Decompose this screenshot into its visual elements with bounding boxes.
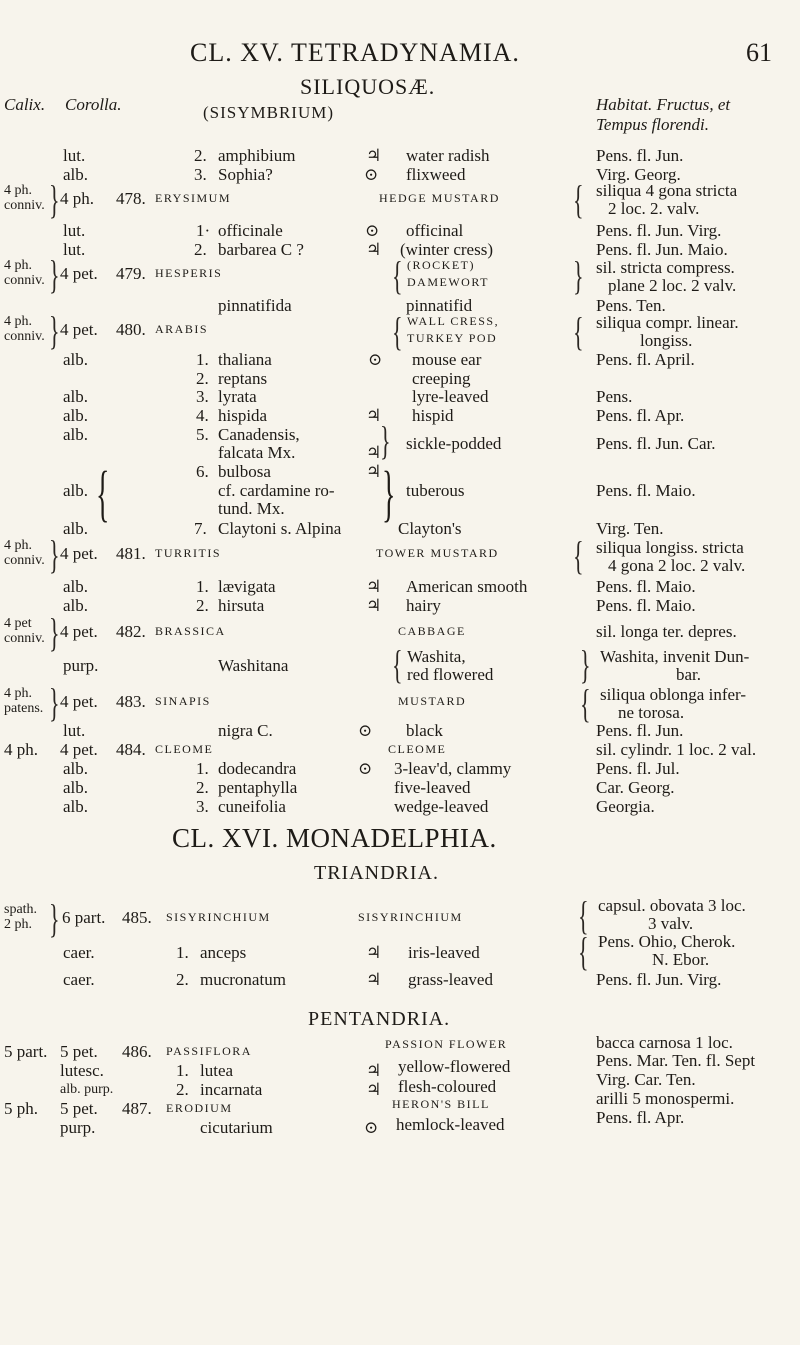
english: yellow-flowered bbox=[398, 1057, 511, 1076]
symbol: ♃ bbox=[366, 970, 382, 989]
habitat: longiss. bbox=[640, 331, 693, 350]
symbol: ♃ bbox=[366, 577, 382, 596]
section-title: SILIQUOSÆ. bbox=[300, 74, 436, 99]
brace: } bbox=[380, 418, 391, 463]
genus-english: CLEOME bbox=[388, 742, 447, 756]
order-heading: PENTANDRIA. bbox=[308, 1008, 451, 1030]
symbol: ♃ bbox=[366, 146, 382, 165]
brace: { bbox=[573, 177, 584, 222]
num: 2. bbox=[196, 778, 209, 797]
symbol: ♃ bbox=[366, 596, 382, 615]
symbol: ♃ bbox=[366, 943, 382, 962]
col-corolla: Corolla. bbox=[65, 95, 122, 114]
calix: patens. bbox=[4, 701, 44, 716]
genus-english: (ROCKET) bbox=[407, 258, 475, 272]
english: Clayton's bbox=[398, 519, 462, 538]
col-calix: Calix. bbox=[4, 95, 46, 114]
symbol: ⊙ bbox=[358, 759, 373, 778]
calix: 4 ph. bbox=[4, 314, 32, 329]
num: 2. bbox=[196, 596, 209, 615]
num: 5. bbox=[196, 425, 209, 444]
habitat: plane 2 loc. 2 valv. bbox=[608, 276, 737, 295]
genus-num: 481. bbox=[116, 544, 146, 563]
genus-name: SISYRINCHIUM bbox=[166, 910, 271, 924]
english: flixweed bbox=[406, 165, 466, 184]
species: dodecandra bbox=[218, 759, 297, 778]
english: sickle-podded bbox=[406, 434, 502, 453]
english: lyre-leaved bbox=[412, 387, 489, 406]
genus-name: CLEOME bbox=[155, 742, 214, 756]
calix: conniv. bbox=[4, 329, 45, 344]
color: alb. bbox=[63, 350, 89, 369]
corolla: 4 pet. bbox=[60, 692, 98, 711]
num: 2. bbox=[176, 970, 189, 989]
habitat: Virg. Car. Ten. bbox=[596, 1070, 696, 1089]
english: tuberous bbox=[406, 481, 465, 500]
english: iris-leaved bbox=[408, 943, 480, 962]
habitat: Car. Georg. bbox=[596, 778, 675, 797]
habitat: Virg. Georg. bbox=[596, 165, 681, 184]
species: thaliana bbox=[218, 350, 272, 369]
calix: 4 ph. bbox=[4, 740, 38, 759]
habitat: Pens. Mar. Ten. fl. Sept bbox=[596, 1051, 756, 1070]
genus-num: 486. bbox=[122, 1042, 152, 1061]
calix: 4 ph. bbox=[4, 183, 32, 198]
genus-english: SISYRINCHIUM bbox=[358, 910, 463, 924]
col-habitat: Habitat. Fructus, et bbox=[596, 95, 731, 114]
num: 2. bbox=[196, 369, 209, 388]
num: 1. bbox=[196, 350, 209, 369]
calix: conniv. bbox=[4, 631, 45, 646]
brace: } bbox=[49, 610, 60, 655]
english: wedge-leaved bbox=[394, 797, 489, 816]
symbol: ♃ bbox=[366, 1080, 382, 1099]
genus-num: 480. bbox=[116, 320, 146, 339]
genus-name: BRASSICA bbox=[155, 624, 226, 638]
num: 1. bbox=[176, 1061, 189, 1080]
brace: } bbox=[49, 308, 60, 353]
brace: { bbox=[96, 460, 110, 528]
brace: { bbox=[392, 309, 403, 354]
english: water radish bbox=[406, 146, 490, 165]
species: officinale bbox=[218, 221, 283, 240]
order-heading: TRIANDRIA. bbox=[314, 862, 439, 884]
brace: { bbox=[392, 253, 403, 298]
symbol: ⊙ bbox=[365, 221, 380, 240]
genus-num: 484. bbox=[116, 740, 146, 759]
color: alb. bbox=[63, 406, 89, 425]
genus-name: HESPERIS bbox=[155, 266, 223, 280]
symbol: ♃ bbox=[366, 406, 382, 425]
color: lut. bbox=[63, 221, 86, 240]
num: 1. bbox=[196, 577, 209, 596]
class-heading: CL. XVI. MONADELPHIA. bbox=[172, 823, 497, 853]
calix: 5 ph. bbox=[4, 1099, 38, 1118]
habitat: Pens. fl. Jun. Car. bbox=[596, 434, 716, 453]
calix: 4 ph. bbox=[4, 538, 32, 553]
english: flesh-coloured bbox=[398, 1077, 497, 1096]
brace: } bbox=[580, 642, 591, 687]
habitat: 2 loc. 2. valv. bbox=[608, 199, 700, 218]
species: cf. cardamine ro- bbox=[218, 481, 335, 500]
habitat: 3 valv. bbox=[648, 914, 694, 933]
species: cicutarium bbox=[200, 1118, 273, 1137]
english: Washita, bbox=[407, 647, 466, 666]
species: incarnata bbox=[200, 1080, 263, 1099]
corolla: 4 pet. bbox=[60, 320, 98, 339]
symbol: ⊙ bbox=[368, 350, 383, 369]
color: alb. bbox=[63, 387, 89, 406]
genus-num: 482. bbox=[116, 622, 146, 641]
symbol: ♃ bbox=[366, 443, 382, 462]
color: alb. bbox=[63, 519, 89, 538]
habitat: N. Ebor. bbox=[652, 950, 710, 969]
habitat: 4 gona 2 loc. 2 valv. bbox=[608, 556, 746, 575]
habitat: Pens. fl. Jul. bbox=[596, 759, 680, 778]
habitat: Pens. fl. Jun. Maio. bbox=[596, 240, 728, 259]
english: creeping bbox=[412, 369, 471, 388]
species: anceps bbox=[200, 943, 247, 962]
corolla: 5 pet. bbox=[60, 1042, 98, 1061]
color: lutesc. bbox=[60, 1061, 104, 1080]
english: mouse ear bbox=[412, 350, 482, 369]
genus-english: DAMEWORT bbox=[407, 275, 489, 289]
species: tund. Mx. bbox=[218, 499, 285, 518]
brace: { bbox=[392, 642, 403, 687]
genus-english: TOWER MUSTARD bbox=[376, 546, 499, 560]
corolla: 4 pet. bbox=[60, 544, 98, 563]
num: 3. bbox=[194, 165, 207, 184]
symbol: ⊙ bbox=[364, 165, 379, 184]
calix: conniv. bbox=[4, 553, 45, 568]
habitat: Virg. Ten. bbox=[596, 519, 664, 538]
brace: } bbox=[49, 896, 60, 941]
habitat: Pens. Ohio, Cherok. bbox=[598, 932, 736, 951]
english: officinal bbox=[406, 221, 464, 240]
calix: spath. bbox=[4, 902, 38, 917]
color: alb. purp. bbox=[60, 1082, 114, 1097]
brace: } bbox=[49, 680, 60, 725]
genus-name: TURRITIS bbox=[155, 546, 221, 560]
english: hairy bbox=[406, 596, 441, 615]
species: barbarea C ? bbox=[218, 240, 304, 259]
species: falcata Mx. bbox=[218, 443, 296, 462]
english: hemlock-leaved bbox=[396, 1115, 505, 1134]
habitat: siliqua longiss. stricta bbox=[596, 538, 744, 557]
habitat: Pens. Ten. bbox=[596, 296, 666, 315]
english: grass-leaved bbox=[408, 970, 493, 989]
species: pentaphylla bbox=[218, 778, 298, 797]
species: lævigata bbox=[218, 577, 276, 596]
corolla: 4 pet. bbox=[60, 622, 98, 641]
num: 1. bbox=[196, 759, 209, 778]
brace: { bbox=[578, 893, 589, 938]
brace: } bbox=[573, 253, 584, 298]
num: 2. bbox=[176, 1080, 189, 1099]
num: 3. bbox=[196, 387, 209, 406]
species: lyrata bbox=[218, 387, 257, 406]
num: 4. bbox=[196, 406, 209, 425]
genus-english: PASSION FLOWER bbox=[385, 1037, 508, 1051]
habitat: Pens. fl. Apr. bbox=[596, 1108, 685, 1127]
habitat: Pens. fl. Maio. bbox=[596, 596, 696, 615]
genus-english: HEDGE MUSTARD bbox=[379, 191, 500, 205]
num: 1· bbox=[196, 221, 211, 240]
genus-name: SINAPIS bbox=[155, 694, 211, 708]
habitat: Georgia. bbox=[596, 797, 655, 816]
genus-name: PASSIFLORA bbox=[166, 1044, 252, 1058]
genus-english: WALL CRESS, bbox=[407, 314, 500, 328]
color: alb. bbox=[63, 577, 89, 596]
color: alb. bbox=[63, 797, 89, 816]
num: 7. bbox=[194, 519, 207, 538]
habitat: Pens. fl. Jun. Virg. bbox=[596, 221, 722, 240]
color: alb. bbox=[63, 425, 89, 444]
color: alb. bbox=[63, 778, 89, 797]
symbol: ⊙ bbox=[364, 1118, 379, 1137]
color: caer. bbox=[63, 970, 95, 989]
habitat: Pens. fl. Maio. bbox=[596, 577, 696, 596]
genus-num: 485. bbox=[122, 908, 152, 927]
habitat: siliqua compr. linear. bbox=[596, 313, 739, 332]
species: cuneifolia bbox=[218, 797, 286, 816]
species: mucronatum bbox=[200, 970, 286, 989]
habitat: sil. stricta compress. bbox=[596, 258, 735, 277]
corolla: 4 pet. bbox=[60, 740, 98, 759]
genus-name: ERYSIMUM bbox=[155, 191, 232, 205]
corolla: 5 pet. bbox=[60, 1099, 98, 1118]
brace: { bbox=[573, 309, 584, 354]
english: 3-leav'd, clammy bbox=[394, 759, 512, 778]
genus-name: ERODIUM bbox=[166, 1101, 233, 1115]
brace: } bbox=[382, 460, 396, 528]
genus-num: 479. bbox=[116, 264, 146, 283]
corolla: 6 part. bbox=[62, 908, 106, 927]
english: black bbox=[406, 721, 443, 740]
habitat: arilli 5 monospermi. bbox=[596, 1089, 735, 1108]
genus-english: HERON'S BILL bbox=[392, 1097, 490, 1111]
english: American smooth bbox=[406, 577, 528, 596]
species: hispida bbox=[218, 406, 268, 425]
english: (winter cress) bbox=[400, 240, 493, 259]
english: pinnatifid bbox=[406, 296, 473, 315]
color: alb. bbox=[63, 596, 89, 615]
num: 3. bbox=[196, 797, 209, 816]
habitat: capsul. obovata 3 loc. bbox=[598, 896, 746, 915]
species: Canadensis, bbox=[218, 425, 300, 444]
symbol: ♃ bbox=[366, 462, 382, 481]
genus-english: CABBAGE bbox=[398, 624, 466, 638]
calix: 4 ph. bbox=[4, 686, 32, 701]
color: alb. bbox=[63, 481, 89, 500]
habitat: Pens. fl. Jun. Virg. bbox=[596, 970, 722, 989]
calix: conniv. bbox=[4, 273, 45, 288]
genus-english: MUSTARD bbox=[398, 694, 467, 708]
color: purp. bbox=[63, 656, 99, 675]
habitat: Pens. fl. Jun. bbox=[596, 721, 684, 740]
english: five-leaved bbox=[394, 778, 471, 797]
species: Claytoni s. Alpina bbox=[218, 519, 342, 538]
habitat: bar. bbox=[676, 665, 702, 684]
habitat: siliqua 4 gona stricta bbox=[596, 181, 738, 200]
genus-heading: (SISYMBRIUM) bbox=[203, 103, 335, 122]
color: alb. bbox=[63, 165, 89, 184]
num: 2. bbox=[194, 146, 207, 165]
color: lut. bbox=[63, 146, 86, 165]
english: hispid bbox=[412, 406, 454, 425]
habitat: sil. longa ter. depres. bbox=[596, 622, 737, 641]
species: hirsuta bbox=[218, 596, 265, 615]
habitat: siliqua oblonga infer- bbox=[600, 685, 747, 704]
species: pinnatifida bbox=[218, 296, 292, 315]
habitat: Pens. fl. Maio. bbox=[596, 481, 696, 500]
species: amphibium bbox=[218, 146, 296, 165]
num: 1. bbox=[176, 943, 189, 962]
genus-num: 483. bbox=[116, 692, 146, 711]
genus-english: TURKEY POD bbox=[407, 331, 498, 345]
symbol: ⊙ bbox=[358, 721, 373, 740]
running-head: CL. XV. TETRADYNAMIA. bbox=[190, 38, 520, 67]
color: lut. bbox=[63, 240, 86, 259]
col-tempus: Tempus florendi. bbox=[596, 115, 710, 134]
num: 6. bbox=[196, 462, 209, 481]
corolla: 4 pet. bbox=[60, 264, 98, 283]
symbol: ♃ bbox=[366, 240, 382, 259]
english: red flowered bbox=[407, 665, 494, 684]
genus-name: ARABIS bbox=[155, 322, 209, 336]
species: Washitana bbox=[218, 656, 289, 675]
color: alb. bbox=[63, 759, 89, 778]
calix: 5 part. bbox=[4, 1042, 48, 1061]
brace: } bbox=[49, 252, 60, 297]
species: lutea bbox=[200, 1061, 234, 1080]
symbol: ♃ bbox=[366, 1061, 382, 1080]
brace: } bbox=[49, 532, 60, 577]
genus-num: 487. bbox=[122, 1099, 152, 1118]
habitat: Pens. fl. Jun. bbox=[596, 146, 684, 165]
species: nigra C. bbox=[218, 721, 273, 740]
num: 2. bbox=[194, 240, 207, 259]
color: lut. bbox=[63, 721, 86, 740]
habitat: bacca carnosa 1 loc. bbox=[596, 1033, 733, 1052]
color: caer. bbox=[63, 943, 95, 962]
corolla: 4 ph. bbox=[60, 189, 94, 208]
brace: } bbox=[49, 177, 60, 222]
page-number: 61 bbox=[746, 38, 772, 67]
habitat: Pens. bbox=[596, 387, 633, 406]
habitat: Washita, invenit Dun- bbox=[600, 647, 750, 666]
calix: 4 ph. bbox=[4, 258, 32, 273]
habitat: Pens. fl. April. bbox=[596, 350, 695, 369]
calix: conniv. bbox=[4, 198, 45, 213]
calix: 2 ph. bbox=[4, 917, 32, 932]
genus-num: 478. bbox=[116, 189, 146, 208]
habitat: ne torosa. bbox=[618, 703, 685, 722]
brace: { bbox=[580, 681, 591, 726]
species: bulbosa bbox=[218, 462, 271, 481]
color: purp. bbox=[60, 1118, 96, 1137]
species: Sophia? bbox=[218, 165, 273, 184]
brace: { bbox=[573, 533, 584, 578]
brace: { bbox=[578, 929, 589, 974]
habitat: Pens. fl. Apr. bbox=[596, 406, 685, 425]
calix: 4 pet bbox=[4, 616, 32, 631]
species: reptans bbox=[218, 369, 268, 388]
habitat: sil. cylindr. 1 loc. 2 val. bbox=[596, 740, 757, 759]
